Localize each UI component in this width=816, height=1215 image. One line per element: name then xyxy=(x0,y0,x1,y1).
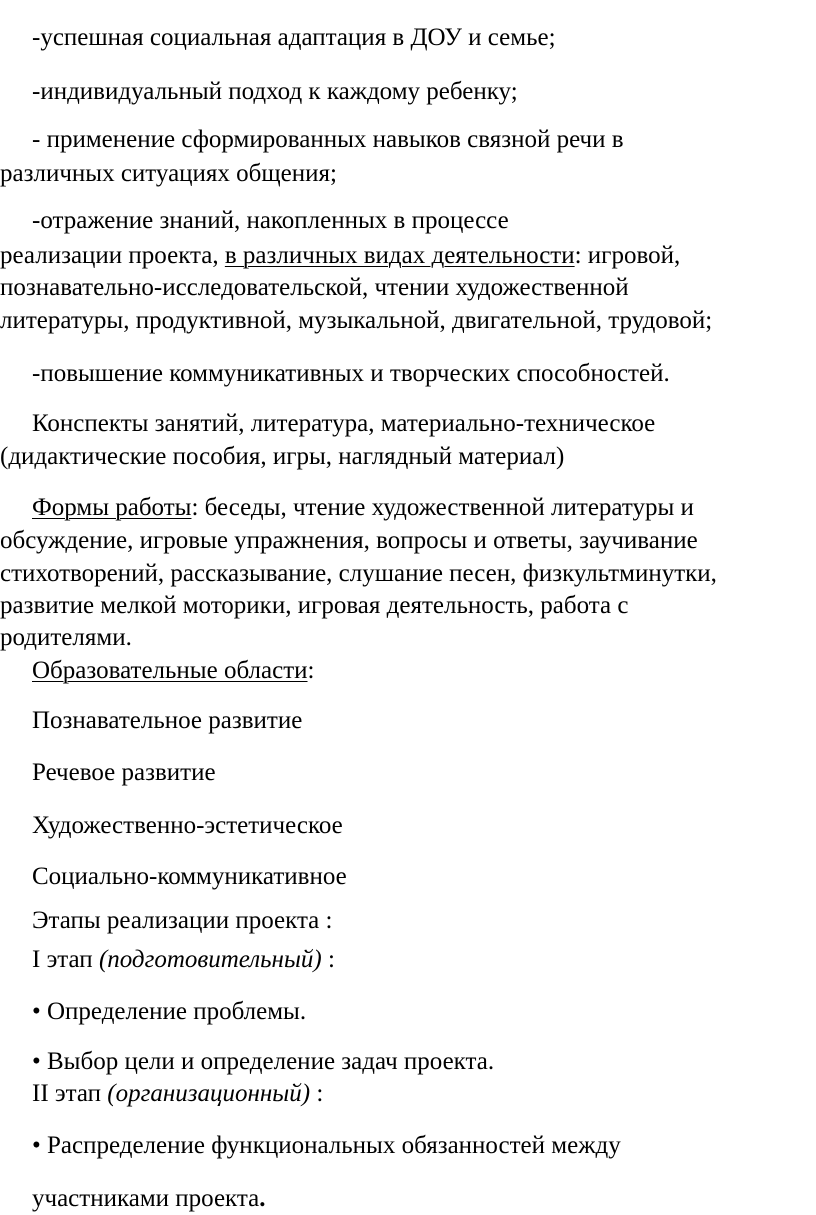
stage-2-line xyxy=(32,1078,323,1110)
forms-line-1 xyxy=(32,492,694,524)
knowledge-text-post: : игровой, xyxy=(574,242,681,269)
stage-2-colon: : xyxy=(310,1080,324,1107)
forms-line-4: развитие мелкой моторики, игровая деятельность, работа с xyxy=(0,592,629,619)
stage-1-item: • Определение проблемы. xyxy=(32,998,307,1025)
forms-heading: Формы работы xyxy=(32,494,192,521)
stage-1-label: I этап xyxy=(32,946,99,973)
stage-2-item-line-2 xyxy=(32,1183,265,1215)
outcome-knowledge-line-1: -отражение знаний, накопленных в процессе xyxy=(32,207,509,234)
outcome-knowledge-line-4: литературы, продуктивной, музыкальной, двигательной, трудовой; xyxy=(0,307,713,334)
stage-1-line xyxy=(32,944,335,976)
forms-line-3: стихотворений, рассказывание, слушание песен, физкультминутки, xyxy=(0,560,717,587)
stage-2-label: II этап xyxy=(32,1080,108,1107)
areas-heading: Образовательные области xyxy=(32,657,308,684)
forms-line-5: родителями. xyxy=(0,624,132,651)
outcome-knowledge-line-2 xyxy=(0,240,680,272)
outcome-knowledge-line-3: познавательно-исследовательской, чтении художественной xyxy=(0,274,629,301)
outcome-speech-line-1: - применение сформированных навыков связной речи в xyxy=(32,126,624,153)
stage-2-name: (организационный) xyxy=(107,1080,311,1107)
area-item: Познавательное развитие xyxy=(32,707,303,734)
stage-2-item-text: участниками проекта xyxy=(32,1185,260,1212)
forms-line-2: обсуждение, игровые упражнения, вопросы и ответы, заучивание xyxy=(0,527,698,554)
outcome-individual: -индивидуальный подход к каждому ребенку; xyxy=(32,78,518,105)
stage-2-item-line-1: • Распределение функциональных обязанностей между xyxy=(32,1132,621,1159)
area-item: Художественно-эстетическое xyxy=(32,812,343,839)
area-item: Социально-коммуникативное xyxy=(32,863,347,890)
forms-line-1-rest: : беседы, чтение художественной литературы и xyxy=(191,494,694,521)
stage-1-item: • Выбор цели и определение задач проекта. xyxy=(32,1048,495,1075)
knowledge-text-pre: реализации проекта, xyxy=(0,242,225,269)
knowledge-underlined-text: в различных видах деятельности xyxy=(224,242,575,269)
stage-1-name: (подготовительный) xyxy=(98,946,322,973)
stages-heading: Этапы реализации проекта : xyxy=(32,907,333,934)
stage-1-colon: : xyxy=(321,946,335,973)
stage-2-item-period: . xyxy=(259,1185,266,1212)
outcome-speech-line-2: различных ситуациях общения; xyxy=(0,160,337,187)
outcome-abilities: -повышение коммуникативных и творческих способностей. xyxy=(32,360,670,387)
outcome-adaptation: -успешная социальная адаптация в ДОУ и семье; xyxy=(32,24,556,51)
resources-line-2: (дидактические пособия, игры, наглядный материал) xyxy=(0,443,565,470)
resources-line-1: Конспекты занятий, литература, материально-техническое xyxy=(32,410,656,437)
area-item: Речевое развитие xyxy=(32,759,216,786)
areas-heading-colon: : xyxy=(307,657,315,684)
areas-heading-line xyxy=(32,655,314,687)
